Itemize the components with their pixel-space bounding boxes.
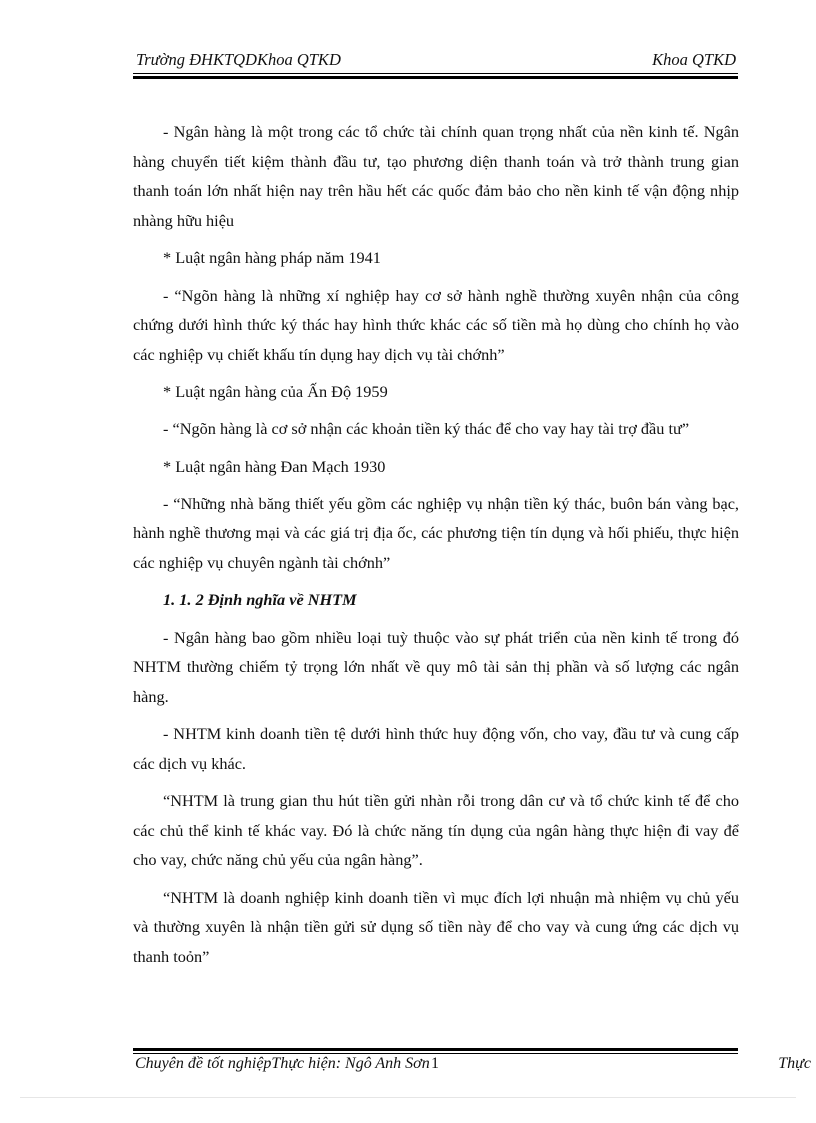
footer-left-text: Chuyên đề tốt nghiệpThực hiện: Ngô Anh Sơn [135,1055,430,1072]
footer-right-text: Thực [778,1055,811,1072]
header-rule-thin [133,73,738,74]
paragraph: * Luật ngân hàng Đan Mạch 1930 [163,456,386,476]
paragraph: “NHTM là doanh nghiệp kinh doanh tiền vì mục đích lợi nhuận mà nhiệm vụ chủ yếu và thường xuyên là nhận tiền gửi sử dụng số tiền này để cho vay và cung ứng các dịch vụ thanh toỏn” [133,887,739,967]
paragraph: - “Những nhà băng thiết yếu gồm các nghiệp vụ nhận tiền ký thác, buôn bán vàng bạc, hành nghề thương mại và các giá trị địa ốc, các phương tiện tín dụng và hối phiếu, thực hiện các nghiệp vụ chuyên ngành tài chớnh” [133,493,739,573]
header-rule-thick [133,76,738,79]
header-left-text: Trường ĐHKTQDKhoa QTKD [136,50,341,69]
footer-rule-thin [133,1053,738,1054]
page-edge-divider [20,1097,796,1098]
paragraph: * Luật ngân hàng pháp năm 1941 [163,248,381,268]
paragraph: * Luật ngân hàng của Ấn Độ 1959 [163,382,388,402]
page-number: 1 [431,1055,438,1072]
footer-rule-thick [133,1048,738,1051]
body-text [133,117,739,979]
page-header [133,46,736,72]
paragraph: - Ngân hàng bao gồm nhiều loại tuỳ thuộc vào sự phát triển của nền kinh tế trong đó NHTM thường chiếm tỷ trọng lớn nhất về quy mô tài sản thị phần và số lượng các ngân hàng. [133,627,739,706]
page-footer [133,1055,813,1079]
paragraph: - Ngân hàng là một trong các tổ chức tài chính quan trọng nhất của nền kinh tế. Ngân hàng chuyển tiết kiệm thành đầu tư, tạo phương diện thanh toán và trở thành trung gian thanh toán lớn nhất hiện nay trên hầu hết các quốc đảm bảo cho nền kinh tế vận động nhịp nhàng hữu hiệu [133,122,739,231]
header-right-text: Khoa QTKD [652,50,736,69]
paragraph: “NHTM là trung gian thu hút tiền gửi nhàn rỗi trong dân cư và tổ chức kinh tế để cho các chủ thể kinh tế khác vay. Đó là chức năng tín dụng của ngân hàng thực hiện đi vay để cho vay, chức năng chủ yếu của ngân hàng”. [133,791,739,870]
section-heading: 1. 1. 2 Định nghĩa về NHTM [163,590,357,610]
paragraph: - “Ngõn hàng là những xí nghiệp hay cơ sở hành nghề thường xuyên nhận của công chứng dưới hình thức ký thác hay hình thức khác các số tiền mà họ dùng cho chính họ vào các nghiệp vụ chiết khấu tín dụng hay dịch vụ tài chớnh” [133,285,739,364]
paragraph: - NHTM kinh doanh tiền tệ dưới hình thức huy động vốn, cho vay, đầu tư và cung cấp các dịch vụ khác. [133,724,739,773]
paragraph: - “Ngõn hàng là cơ sở nhận các khoản tiền ký thác để cho vay hay tài trợ đầu tư” [163,419,690,439]
